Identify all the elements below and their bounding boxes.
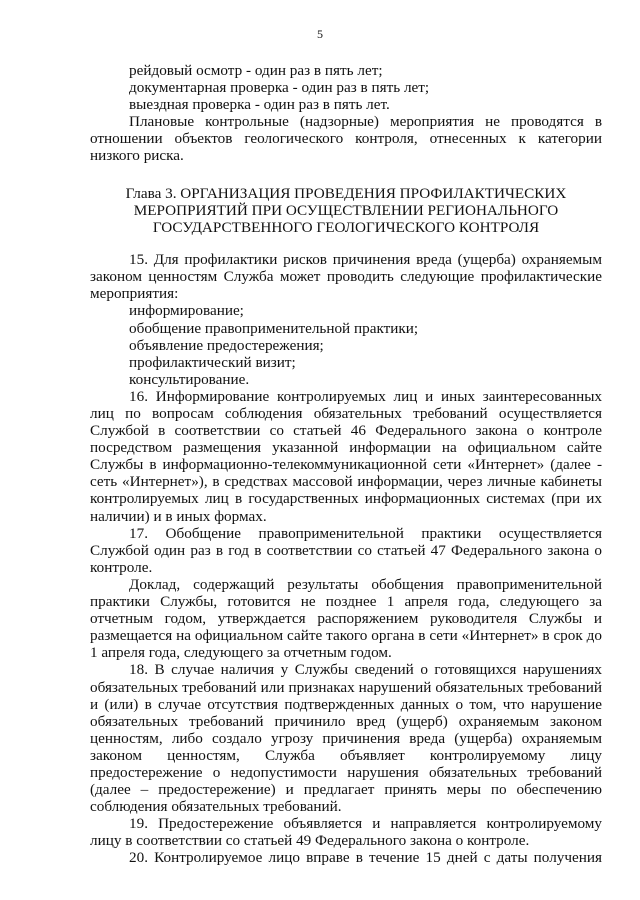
paragraph-17-report: Доклад, содержащий результаты обобщения правоприменительной практики Службы, готовится не позднее 1 апреля года, следующего за отчетным годом, утверждается распоряжением руководителя Службы и размещается на официальном сайте такого органа в сети «Интернет» в срок до 1 апреля года, следующего за отчетным годом. [90, 575, 602, 662]
paragraph: Плановые контрольные (надзорные) мероприятия не проводятся в [129, 113, 602, 131]
paragraph-20: 20. Контролируемое лицо вправе в течение 15 дней с даты получения [129, 849, 602, 867]
paragraph-16: 16. Информирование контролируемых лиц и иных заинтересованных лиц по вопросам соблюдения обязательных требований осуществляется Службой в соответствии со статьей 46 Федерального закона о контроле посредством размещения указанной информации на официальном сайте Службы в информационно-телекоммуникационной сети «Интернет» (далее - сеть «Интернет»), в средствах массовой информации, через личные кабинеты контролируемых лиц в государственных информационных системах (при их наличии) и в иных формах. [90, 387, 602, 525]
list-item: объявление предостережения; [129, 336, 324, 354]
chapter-title-line: ГОСУДАРСТВЕННОГО ГЕОЛОГИЧЕСКОГО КОНТРОЛЯ [152, 218, 540, 236]
chapter-title [90, 185, 602, 237]
list-item: информирование; [129, 302, 244, 320]
list-item: рейдовый осмотр - один раз в пять лет; [129, 62, 383, 79]
list-item: профилактический визит; [129, 353, 296, 371]
paragraph: отношении объектов геологического контроля, отнесенных к категории низкого риска. [90, 130, 602, 165]
paragraph-15: 15. Для профилактики рисков причинения вреда (ущерба) охраняемым законом ценностям Служба может проводить следующие профилактические мероприятия: [90, 251, 602, 303]
chapter-title-line: Глава 3. ОРГАНИЗАЦИЯ ПРОВЕДЕНИЯ ПРОФИЛАКТИЧЕСКИХ [125, 184, 567, 202]
list-item: консультирование. [129, 370, 250, 388]
list-item: документарная проверка - один раз в пять лет; [129, 79, 430, 97]
page-number: 5 [317, 27, 323, 41]
list-item: обобщение правоприменительной практики; [129, 319, 419, 337]
list-item: выездная проверка - один раз в пять лет. [129, 96, 390, 114]
paragraph-18: 18. В случае наличия у Службы сведений о готовящихся нарушениях обязательных требований или признаках нарушений обязательных требований и (или) в случае отсутствия подтвержденных данных о том, что нарушение обязательных требований причинило вред (ущерб) охраняемым законом ценностям, либо создало угрозу причинения вреда (ущерба) охраняемым законом ценностям, Служба объявляет контролируемому лицу предостережение о недопустимости нарушения обязательных требований (далее – предостережение) и предлагает принять меры по обеспечению соблюдения обязательных требований. [90, 661, 602, 816]
paragraph-19: 19. Предостережение объявляется и направляется контролируемому лицу в соответствии со статьей 49 Федерального закона о контроле. [90, 815, 602, 850]
chapter-title-line: МЕРОПРИЯТИЙ ПРИ ОСУЩЕСТВЛЕНИИ РЕГИОНАЛЬНОГО [133, 201, 559, 219]
paragraph-17: 17. Обобщение правоприменительной практики осуществляется Службой один раз в год в соответствии со статьей 47 Федерального закона о контроле. [90, 524, 602, 576]
document-body [90, 62, 602, 867]
